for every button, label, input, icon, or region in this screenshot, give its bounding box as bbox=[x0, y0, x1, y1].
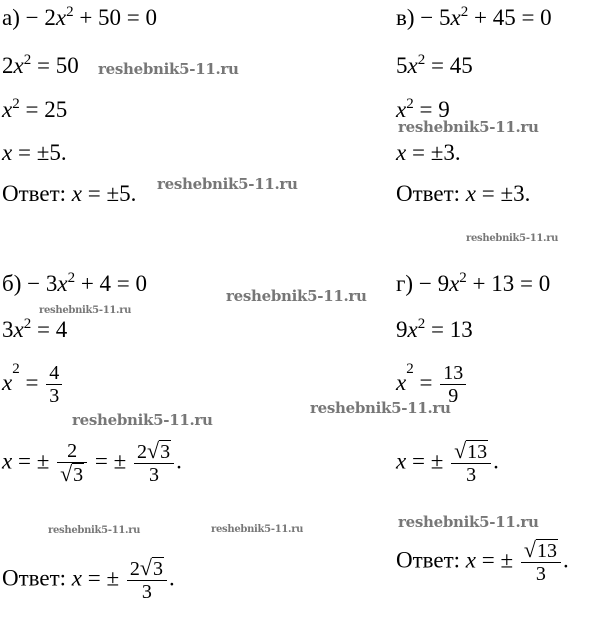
problem-g-answer: Ответ: x = ± $\frac{√13}{3}$ . bbox=[396, 537, 569, 585]
problem-v-step-1: $5x^2 = 45$ bbox=[396, 52, 473, 78]
sqrt-symbol: √3 bbox=[147, 438, 171, 463]
fraction: $\frac{13}{9}$ bbox=[440, 362, 466, 407]
watermark: reshebnik5-11.ru bbox=[211, 524, 304, 535]
problem-g-equation: $г) - 9x^2 + 13 = 0$ bbox=[396, 270, 551, 296]
watermark: reshebnik5-11.ru bbox=[72, 411, 213, 429]
watermark: reshebnik5-11.ru bbox=[226, 287, 367, 305]
problem-v-equation: $в) - 5x^2 + 45 = 0$ bbox=[396, 4, 552, 30]
watermark: reshebnik5-11.ru bbox=[398, 513, 539, 531]
watermark: reshebnik5-11.ru bbox=[466, 233, 559, 244]
problem-v-answer: Ответ: x = ±3. bbox=[396, 181, 531, 206]
problem-b-step-1: $3x^2 = 4$ bbox=[2, 316, 68, 342]
fraction: $\frac{4}{3}$ bbox=[46, 362, 62, 407]
watermark: reshebnik5-11.ru bbox=[398, 118, 539, 136]
problem-a-equation: $а) - 2x^2 + 50 = 0$ bbox=[2, 4, 158, 30]
watermark: reshebnik5-11.ru bbox=[98, 60, 239, 78]
problem-a-step-3: x = ±5. bbox=[2, 140, 67, 165]
watermark: reshebnik5-11.ru bbox=[39, 305, 132, 316]
sqrt-symbol: √13 bbox=[523, 537, 557, 562]
problem-b-equation: $б) - 3x^2 + 4 = 0$ bbox=[2, 270, 148, 296]
problem-v-step-2: $x^2 = 9$ bbox=[396, 96, 450, 122]
problem-b-step-2: $x^2$ = $\frac{4}{3}$ bbox=[2, 362, 64, 407]
problem-a-step-2: $x^2 = 25$ bbox=[2, 96, 68, 122]
problem-b-answer: Ответ: x = ± $\frac{2√3}{3}$ . bbox=[2, 555, 175, 603]
sqrt-symbol: √13 bbox=[454, 438, 488, 463]
problem-b-step-3: x = ± $\frac{2}{√3}$ = ± $\frac{2√3}{3}$ . bbox=[2, 438, 182, 486]
sqrt-symbol: √3 bbox=[139, 555, 163, 580]
watermark: reshebnik5-11.ru bbox=[310, 399, 451, 417]
watermark: reshebnik5-11.ru bbox=[48, 525, 141, 536]
problem-a-answer: Ответ: x = ±5. bbox=[2, 181, 137, 206]
fraction: $\frac{√13}{3}$ bbox=[521, 539, 561, 585]
fraction: $\frac{2}{√3}$ bbox=[57, 440, 87, 486]
sqrt-symbol: √3 bbox=[60, 461, 84, 486]
problem-g-step-2: $x^2$ = $\frac{13}{9}$ bbox=[396, 362, 468, 407]
problem-a-step-1: $2x^2 = 50$ bbox=[2, 52, 79, 78]
fraction: $\frac{2√3}{3}$ bbox=[127, 557, 167, 603]
watermark: reshebnik5-11.ru bbox=[157, 175, 298, 193]
fraction: $\frac{√13}{3}$ bbox=[451, 440, 491, 486]
problem-g-step-1: $9x^2 = 13$ bbox=[396, 316, 473, 342]
problem-v-step-3: x = ±3. bbox=[396, 140, 461, 165]
problem-g-step-3: x = ± $\frac{√13}{3}$ . bbox=[396, 438, 499, 486]
fraction: $\frac{2√3}{3}$ bbox=[134, 440, 174, 486]
